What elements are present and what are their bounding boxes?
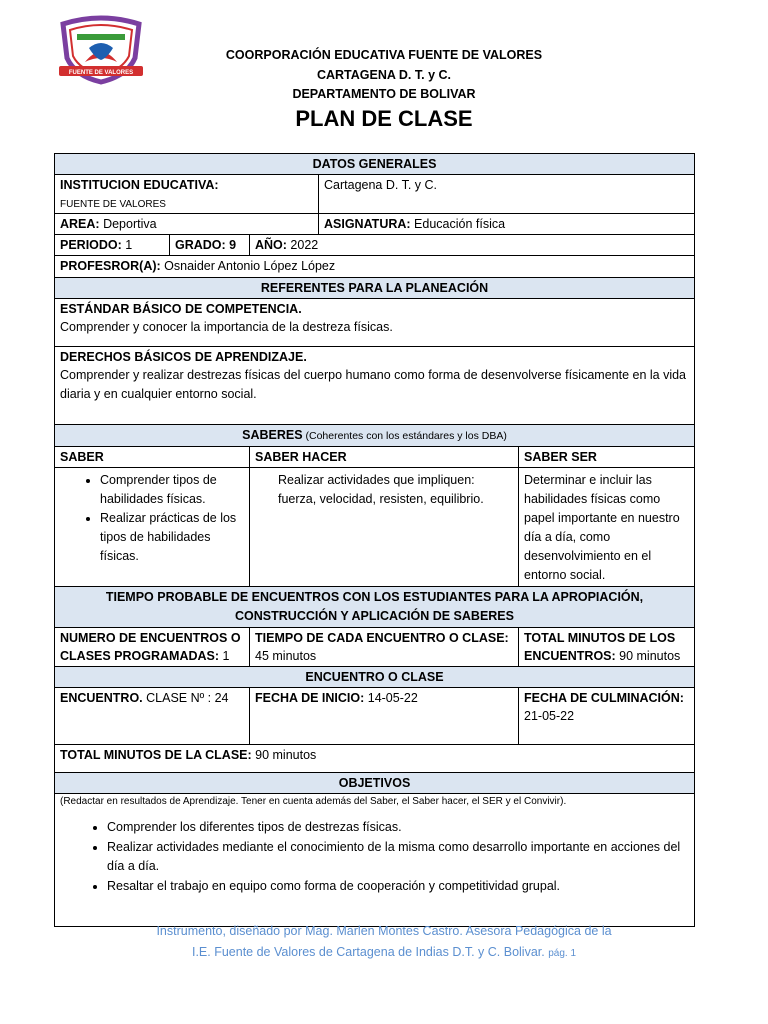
total-clase-cell <box>55 745 695 773</box>
institucion-value: Cartagena D. T. y C. <box>319 175 695 214</box>
saber-hacer-column-header: SABER HACER <box>250 447 519 468</box>
svg-text:FUENTE DE VALORES: FUENTE DE VALORES <box>68 70 134 76</box>
total-clase-value: 90 minutos <box>251 748 317 762</box>
referentes-heading: REFERENTES PARA LA PLANEACIÓN <box>55 278 695 299</box>
fecha-culminacion-cell <box>519 688 695 745</box>
total-clase-label: TOTAL MINUTOS DE LA CLASE: <box>60 748 252 762</box>
tiempo-encuentro-cell <box>250 628 519 667</box>
fecha-inicio-cell <box>250 688 519 745</box>
profesor-value: Osnaider Antonio López López <box>160 259 336 273</box>
ano-cell <box>250 235 695 256</box>
derechos-cell <box>55 347 695 425</box>
area-label: AREA: <box>60 217 100 231</box>
tiempo-encuentro-value: 45 minutos <box>255 649 317 663</box>
saber-cell <box>55 468 250 587</box>
grado-value: 9 <box>225 238 237 252</box>
profesor-cell <box>55 256 695 278</box>
derechos-text: Comprender y realizar destrezas físicas del cuerpo humano como forma de desenvolverse físicamente en la vida diaria y en cualquier entorno social. <box>60 368 687 401</box>
tiempo-heading: TIEMPO PROBABLE DE ENCUENTROS CON LOS ESTUDIANTES PARA LA APROPIACIÓN, CONSTRUCCIÓN Y APLICACIÓN DE SABERES <box>55 587 695 628</box>
encuentro-value: CLASE Nº : 24 <box>142 691 229 705</box>
area-cell <box>55 214 319 235</box>
institucion-label: INSTITUCION EDUCATIVA: <box>60 178 219 192</box>
asignatura-cell <box>319 214 695 235</box>
city-name: CARTAGENA D. T. y C. <box>316 68 452 82</box>
grado-cell <box>170 235 250 256</box>
num-encuentros-cell <box>55 628 250 667</box>
objetivo-item: • Realizar actividades mediante el conocimiento de la misma como desarrollo importante en acciones del día a día. <box>107 838 689 877</box>
saber-column-header: SABER <box>55 447 250 468</box>
ano-label: AÑO: <box>255 238 287 252</box>
tiempo-encuentro-label: TIEMPO DE CADA ENCUENTRO O CLASE: <box>255 631 509 645</box>
saber-ser-column-header: SABER SER <box>519 447 695 468</box>
derechos-title: DERECHOS BÁSICOS DE APRENDIZAJE. <box>60 350 307 364</box>
saber-item: • Comprender tipos de habilidades físicas. <box>100 471 244 509</box>
datos-generales-heading: DATOS GENERALES <box>55 154 695 175</box>
institucion-sublabel: FUENTE DE VALORES <box>60 199 166 210</box>
objetivos-note: (Redactar en resultados de Aprendizaje. Tener en cuenta además del Saber, el Saber hacer, el SER y el Convivir). <box>60 796 567 807</box>
footer-institution: I.E. Fuente de Valores de Cartagena de Indias D.T. y C. Bolivar. <box>191 945 545 959</box>
objetivo-item: • Resaltar el trabajo en equipo como forma de cooperación y competitividad grupal. <box>107 877 689 897</box>
periodo-value: 1 <box>121 238 133 252</box>
saber-ser-cell: Determinar e incluir las habilidades físicas como papel importante en nuestro día a día, como desenvolvimiento en el entorno social. <box>519 468 695 587</box>
saberes-heading <box>55 425 695 447</box>
encuentro-heading: ENCUENTRO O CLASE <box>55 667 695 688</box>
ano-value: 2022 <box>286 238 319 252</box>
fecha-culminacion-value: 21-05-22 <box>524 709 575 723</box>
grado-label: GRADO: <box>175 238 226 252</box>
footer-line-2 <box>80 945 688 959</box>
department-name: DEPARTAMENTO DE BOLIVAR <box>292 87 476 101</box>
saber-item: • Realizar prácticas de los tipos de habilidades físicas. <box>100 509 244 566</box>
asignatura-value: Educación física <box>410 217 506 231</box>
total-encuentros-cell <box>519 628 695 667</box>
encuentro-cell <box>55 688 250 745</box>
institucion-cell <box>55 175 319 214</box>
encuentro-label: ENCUENTRO. <box>60 691 143 705</box>
fecha-culminacion-label: FECHA DE CULMINACIÓN: <box>524 691 684 705</box>
lesson-plan-table <box>54 153 695 927</box>
institution-name: COORPORACIÓN EDUCATIVA FUENTE DE VALORES <box>225 48 543 62</box>
fecha-inicio-value: 14-05-22 <box>364 691 418 705</box>
estandar-text: Comprender y conocer la importancia de la destreza físicas. <box>60 320 393 334</box>
total-encuentros-value: 90 minutos <box>615 649 681 663</box>
total-encuentros-label: TOTAL MINUTOS DE LOS ENCUENTROS: <box>524 631 676 663</box>
fecha-inicio-label: FECHA DE INICIO: <box>255 691 365 705</box>
saberes-note: (Coherentes con los estándares y los DBA) <box>302 430 507 442</box>
periodo-cell <box>55 235 170 256</box>
profesor-label: PROFESROR(A): <box>60 259 161 273</box>
asignatura-label: ASIGNATURA: <box>324 217 411 231</box>
area-value: Deportiva <box>99 217 157 231</box>
num-encuentros-value: 1 <box>219 649 230 663</box>
school-crest-logo <box>55 14 147 86</box>
estandar-cell <box>55 299 695 347</box>
objetivo-item: • Comprender los diferentes tipos de destrezas físicas. <box>107 818 689 838</box>
saber-hacer-cell: Realizar actividades que impliquen: fuerza, velocidad, resisten, equilibrio. <box>250 468 519 587</box>
objetivos-heading: OBJETIVOS <box>55 773 695 794</box>
saberes-title: SABERES <box>242 428 303 442</box>
num-encuentros-label: NUMERO DE ENCUENTROS O CLASES PROGRAMADAS: <box>60 631 241 663</box>
page-number: pág. 1 <box>548 948 577 959</box>
objetivos-cell <box>55 794 695 927</box>
footer-line-1: Instrumento, diseñado por Mag. Marlen Montes Castro. Asesora Pedagógica de la <box>156 924 612 938</box>
document-title: PLAN DE CLASE <box>295 106 473 131</box>
estandar-title: ESTÁNDAR BÁSICO DE COMPETENCIA. <box>60 302 302 316</box>
periodo-label: PERIODO: <box>60 238 122 252</box>
